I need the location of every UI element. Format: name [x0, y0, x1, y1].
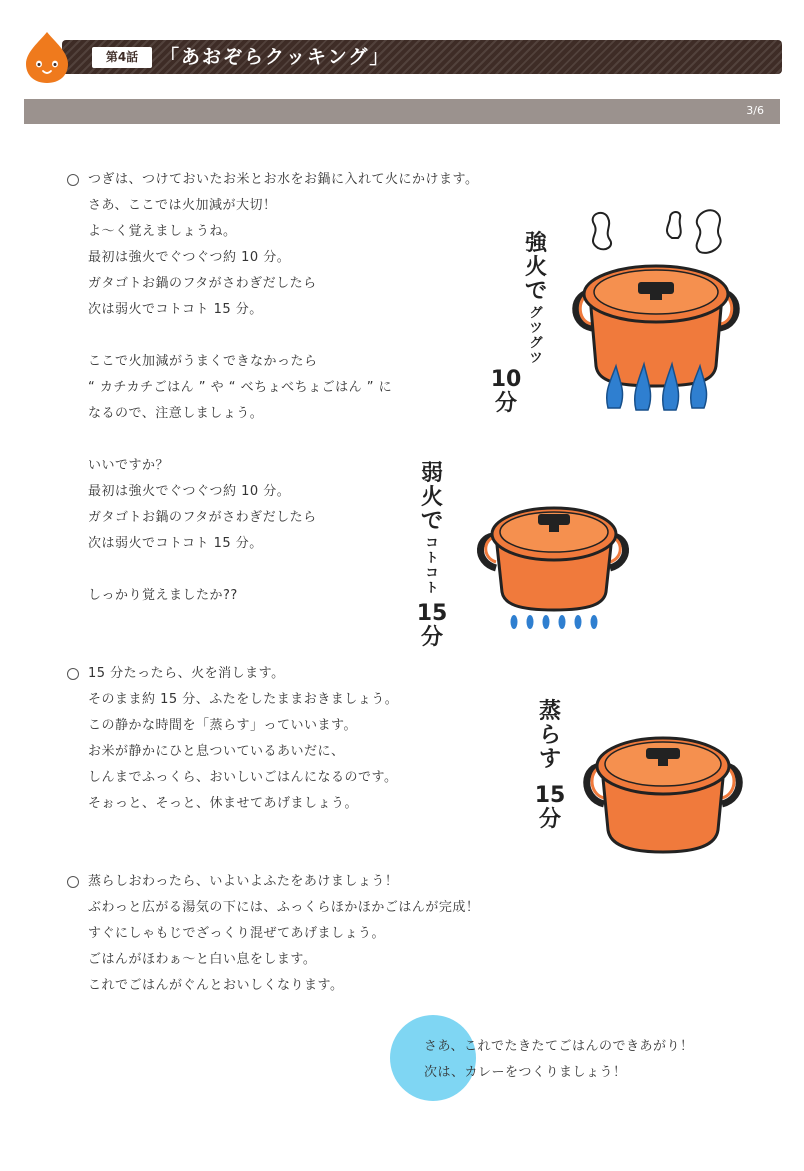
text-line: なるので、注意しましょう。 — [88, 406, 264, 421]
text-line: これでごはんがぐんとおいしくなります。 — [88, 978, 344, 993]
low-heat-label: 弱 火 で コトコト 15 分 — [416, 461, 448, 650]
text-line: 次は弱火でコトコト 15 分。 — [88, 302, 263, 317]
text-line: しんまでふっくら、おいしいごはんになるのです。 — [88, 770, 398, 785]
text-line: 蒸らしおわったら、いよいよふたをあけましょう！ — [66, 869, 479, 895]
page-number: 3/6 — [746, 104, 764, 117]
text-line: 最初は強火でぐつぐつ約 10 分。 — [88, 250, 291, 265]
text-line: しっかり覚えましたか?? — [88, 588, 238, 603]
pot-strong-heat-illustration — [566, 196, 746, 416]
text-line: 次は弱火でコトコト 15 分。 — [88, 536, 263, 551]
steam-label: 蒸 ら す 15 分 — [534, 699, 566, 832]
text-line: すぐにしゃもじでざっくり混ぜてあげましょう。 — [88, 926, 386, 941]
page-indicator-bar — [24, 99, 780, 124]
text-line: そぉっと、そっと、休ませてあげましょう。 — [88, 796, 359, 811]
text-line: 15 分たったら、火を消します。 — [66, 661, 398, 687]
mascot-icon — [22, 30, 72, 84]
pot-low-heat-illustration — [472, 492, 636, 634]
text-line: そのまま約 15 分、ふたをしたままおきましょう。 — [88, 692, 399, 707]
text-line: ガタゴトお鍋のフタがさわぎだしたら — [88, 510, 317, 525]
text-line: つぎは、つけておいたお米とお水をお鍋に入れて火にかけます。 — [66, 167, 478, 193]
closing-message — [424, 1034, 693, 1086]
text-line: お米が静かにひと息ついているあいだに、 — [88, 744, 345, 759]
text-line: ぶわっと広がる湯気の下には、ふっくらほかほかごはんが完成！ — [88, 900, 480, 915]
text-line: “ カチカチごはん ” や “ べちょべちょごはん ” に — [88, 380, 393, 395]
pot-steaming-illustration — [578, 726, 748, 862]
episode-badge: 第4話 — [92, 47, 152, 68]
text-line: ここで火加減がうまくできなかったら — [88, 354, 318, 369]
closing-line: さあ、これでたきたてごはんのできあがり！ — [424, 1039, 694, 1054]
text-line: いいですか？ — [88, 458, 170, 473]
page-title: 「あおぞらクッキング」 — [160, 46, 391, 68]
closing-line: 次は、カレーをつくりましょう！ — [424, 1065, 627, 1080]
section-open-lid — [66, 869, 479, 999]
strong-heat-time: 10 分 — [490, 367, 522, 416]
text-line: ごはんがほわぁ〜と白い息をします。 — [88, 952, 317, 967]
strong-heat-label: 強 火 で グツグツ — [524, 231, 547, 366]
section-steam — [66, 661, 398, 817]
text-line: 最初は強火でぐつぐつ約 10 分。 — [88, 484, 291, 499]
text-line: ガタゴトお鍋のフタがさわぎだしたら — [88, 276, 317, 291]
text-line: この静かな時間を「蒸らす」っていいます。 — [88, 718, 357, 733]
text-line: よ〜く覚えましょうね。 — [88, 224, 237, 239]
text-line: さあ、ここでは火加減が大切！ — [88, 198, 277, 213]
